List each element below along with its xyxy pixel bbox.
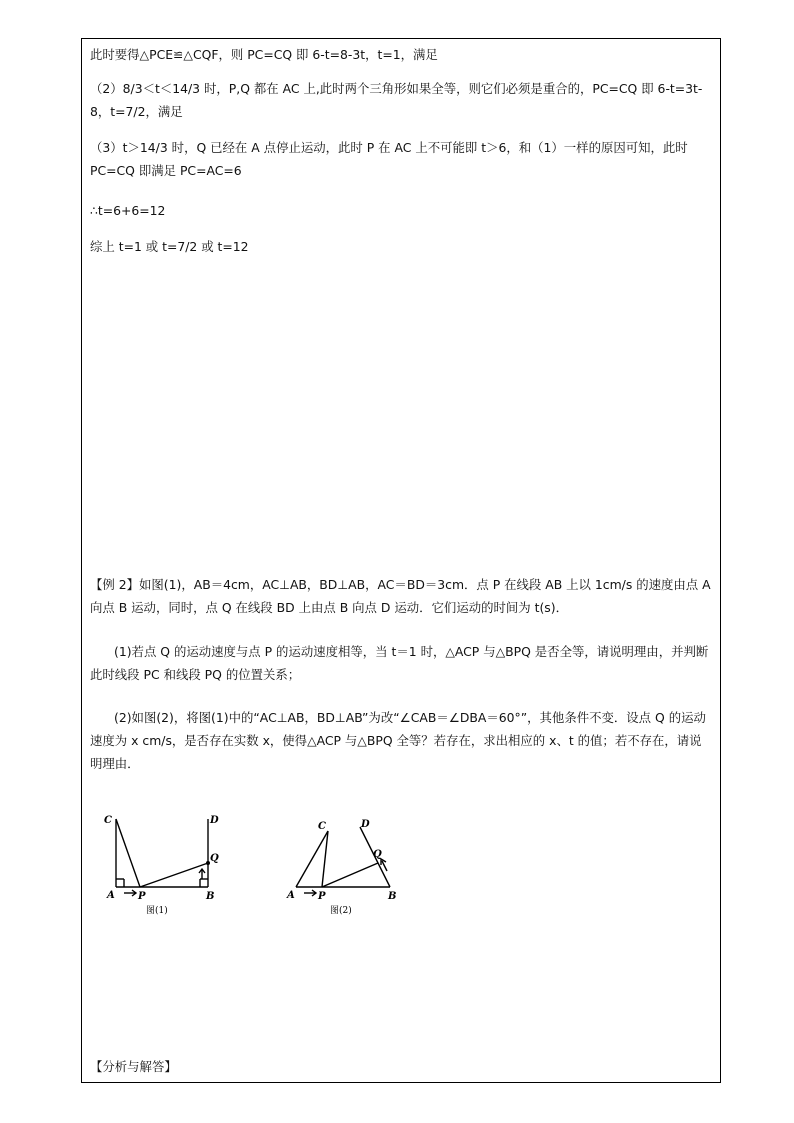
fig2-label-p: P [318,891,326,902]
example-2-intro: 【例 2】如图(1)，AB＝4cm，AC⊥AB，BD⊥AB，AC＝BD＝3cm．点 P 在线段 AB 上以 1cm/s 的速度由点 A 向点 B 运动，同时，点 Q 在线段 BD 上由点 B 向点 D 运动．它们运动的时间为 t(s)． [90,577,711,615]
figure-1 [116,819,208,896]
fig2-label-d: D [361,819,370,830]
example-2-question-1: (1)若点 Q 的运动速度与点 P 的运动速度相等，当 t＝1 时，△ACP 与△BPQ 是否全等，请说明理由，并判断此时线段 PC 和线段 PQ 的位置关系； [90,644,709,682]
example-2-question-2: (2)如图(2)，将图(1)中的“AC⊥AB，BD⊥AB”为改“∠CAB＝∠DBA＝60°”，其他条件不变．设点 Q 的运动速度为 x cm/s，是否存在实数 x，使得△ACP 与△BPQ 全等？若存在，求出相应的 x、t 的值；若不存在，请说明理由． [90,710,706,771]
fig2-line-pq [322,863,378,887]
content-frame [81,38,721,1083]
analysis-heading: 【分析与解答】 [90,1059,177,1074]
fig1-line-pq [140,863,208,887]
fig1-label-q: Q [210,853,219,864]
fig2-label-a: A [287,890,295,901]
fig1-label-b: B [206,891,215,902]
fig1-label-c: C [104,815,112,826]
fig2-label-q: Q [373,849,382,860]
solution-line-1: 此时要得△PCE≌△CQF，则 PC=CQ 即 6-t=8-3t，t=1，满足 [90,47,438,62]
fig2-label-b: B [388,891,397,902]
fig1-line-cp [116,819,140,887]
figure-2 [296,827,390,896]
fig1-caption: 图(1) [146,906,168,916]
fig2-caption: 图(2) [330,906,352,916]
fig1-label-p: P [138,891,146,902]
fig1-label-d: D [210,815,219,826]
solution-line-3: （3）t＞14/3 时，Q 已经在 A 点停止运动，此时 P 在 AC 上不可能即 t＞6，和（1）一样的原因可知，此时 PC=CQ 即满足 PC=AC=6 [90,140,688,178]
fig2-label-c: C [318,821,326,832]
solution-line-2: （2）8/3＜t＜14/3 时，P,Q 都在 AC 上,此时两个三角形如果全等，则它们必须是重合的，PC=CQ 即 6-t=3t-8，t=7/2，满足 [90,81,703,119]
fig2-arrow-q [382,861,387,871]
solution-conclusion: 综上 t=1 或 t=7/2 或 t=12 [90,239,249,254]
fig1-label-a: A [107,890,115,901]
solution-line-4: ∴t=6+6=12 [90,203,166,218]
geometry-figures [96,811,436,921]
